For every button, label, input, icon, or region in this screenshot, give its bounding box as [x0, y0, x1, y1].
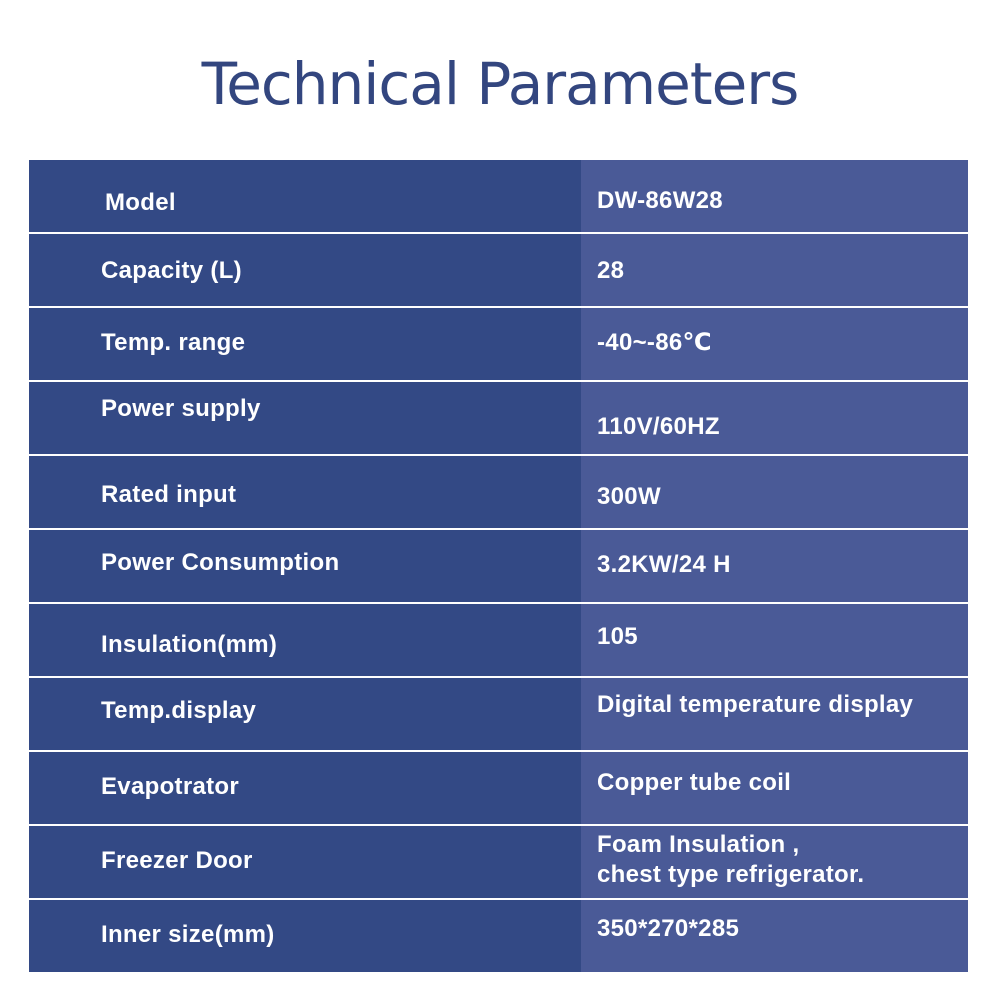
row-label: Evapotrator — [101, 773, 239, 800]
value-cell — [581, 382, 968, 454]
label-cell — [29, 900, 581, 972]
row-value: Foam Insulation , chest type refrigerator. — [597, 831, 865, 888]
label-cell — [29, 456, 581, 528]
row-label: Inner size(mm) — [101, 921, 275, 948]
value-cell — [581, 530, 968, 602]
row-label: Power supply — [101, 395, 261, 422]
table-row-power-consumption — [29, 530, 968, 602]
table-row-freezer-door — [29, 826, 968, 898]
label-cell — [29, 678, 581, 750]
row-value: -40~-86℃ — [597, 329, 712, 356]
value-cell — [581, 456, 968, 528]
page-title: Technical Parameters — [201, 50, 799, 118]
row-value: 28 — [597, 257, 625, 284]
value-cell — [581, 678, 968, 750]
row-label: Rated input — [101, 481, 237, 508]
value-cell — [581, 160, 968, 232]
row-value: 110V/60HZ — [597, 413, 720, 440]
label-cell — [29, 160, 581, 232]
row-label: Model — [105, 189, 176, 216]
label-cell — [29, 308, 581, 380]
row-value: 3.2KW/24 H — [597, 551, 731, 578]
parameters-table — [29, 160, 968, 972]
value-cell — [581, 900, 968, 972]
row-label: Power Consumption — [101, 549, 340, 576]
label-cell — [29, 604, 581, 676]
row-label: Temp. range — [101, 329, 246, 356]
table-row-insulation — [29, 604, 968, 676]
row-label: Temp.display — [101, 697, 257, 724]
row-value: Copper tube coil — [597, 769, 792, 796]
table-row-inner-size — [29, 900, 968, 972]
row-value: 105 — [597, 623, 638, 650]
label-cell — [29, 234, 581, 306]
row-value: Digital temperature display — [597, 691, 914, 718]
row-value: 300W — [597, 483, 661, 510]
row-value: DW-86W28 — [597, 187, 723, 214]
table-row-capacity — [29, 234, 968, 306]
row-label: Capacity (L) — [101, 257, 242, 284]
row-label: Freezer Door — [101, 847, 253, 874]
value-cell — [581, 234, 968, 306]
value-cell — [581, 826, 968, 898]
table-row-power-supply — [29, 382, 968, 454]
table-row-rated-input — [29, 456, 968, 528]
table-row-evaporator — [29, 752, 968, 824]
value-cell — [581, 308, 968, 380]
value-cell — [581, 752, 968, 824]
value-cell — [581, 604, 968, 676]
label-cell — [29, 826, 581, 898]
row-value: 350*270*285 — [597, 915, 740, 942]
table-row-temp-display — [29, 678, 968, 750]
row-label: Insulation(mm) — [101, 631, 278, 658]
label-cell — [29, 752, 581, 824]
table-row-model — [29, 160, 968, 232]
label-cell — [29, 530, 581, 602]
label-cell — [29, 382, 581, 454]
table-row-temp-range — [29, 308, 968, 380]
